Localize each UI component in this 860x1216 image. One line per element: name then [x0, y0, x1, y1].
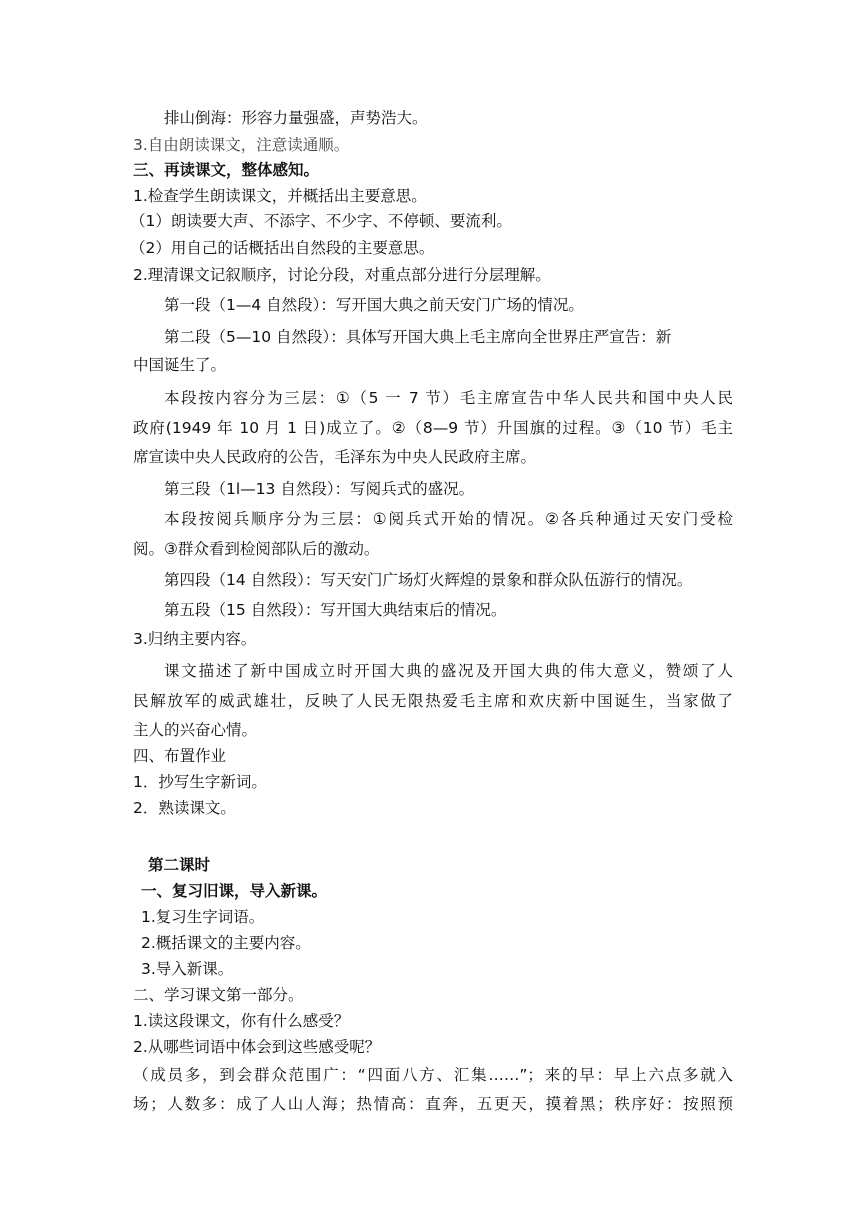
text-line: 2.从哪些词语中体会到这些感受呢？	[133, 1038, 381, 1056]
text-line: 第一段（1—4 自然段）：写开国大典之前天安门广场的情况。	[164, 296, 584, 314]
text-line: （成员多，到会群众范围广：“四面八方、汇集……”；来的早：早上六点多就入	[133, 1066, 733, 1084]
text-line: 本段按阅兵顺序分为三层：①阅兵式开始的情况。②各兵种通过天安门受检	[164, 510, 733, 528]
text-line: 主人的兴奋心情。	[133, 721, 258, 739]
section-heading: 一、复习旧课，导入新课。	[141, 882, 328, 900]
text-line: （2）用自己的话概括出自然段的主要意思。	[130, 239, 435, 257]
section-heading: 四、布置作业	[133, 747, 227, 765]
text-line: 3.导入新课。	[141, 960, 234, 978]
text-line: 1.读这段课文，你有什么感受？	[133, 1012, 350, 1030]
text-line: 场；人数多：成了人山人海；热情高：直奔，五更天，摸着黑；秩序好：按照预	[133, 1095, 733, 1113]
text-line: 第二段（5—10 自然段）：具体写开国大典上毛主席向全世界庄严宣告：新	[164, 328, 672, 346]
text-line: 1.复习生字词语。	[141, 908, 265, 926]
text-line: 民解放军的威武雄壮，反映了人民无限热爱毛主席和欢庆新中国诞生，当家做了	[133, 692, 733, 710]
text-line: 1.检查学生朗读课文，并概括出主要意思。	[133, 187, 427, 205]
text-line: 第四段（14 自然段）：写天安门广场灯火辉煌的景象和群众队伍游行的情况。	[164, 571, 693, 589]
text-line: 课文描述了新中国成立时开国大典的盛况及开国大典的伟大意义，赞颂了人	[164, 662, 733, 680]
text-line: 2.理清课文记叙顺序，讨论分段，对重点部分进行分层理解。	[133, 266, 551, 284]
text-line: 阅。③群众看到检阅部队后的激动。	[133, 540, 380, 558]
text-line: 2．熟读课文。	[133, 799, 236, 817]
lesson-heading: 第二课时	[148, 856, 211, 874]
section-heading: 三、再读课文，整体感知。	[133, 161, 320, 179]
text-line: 第三段（1l—13 自然段）：写阅兵式的盛况。	[164, 480, 475, 498]
text-line: 1．抄写生字新词。	[133, 773, 267, 791]
text-line: 席宣读中央人民政府的公告，毛泽东为中央人民政府主席。	[133, 448, 537, 466]
text-line: 排山倒海：形容力量强盛，声势浩大。	[164, 109, 428, 127]
text-line: 本段按内容分为三层：①（5 一 7 节）毛主席宣告中华人民共和国中央人民	[164, 389, 733, 407]
text-line: （1）朗读要大声、不添字、不少字、不停顿、要流利。	[130, 212, 512, 230]
text-line: 第五段（15 自然段）：写开国大典结束后的情况。	[164, 601, 507, 619]
text-line: 3.自由朗读课文，注意读通顺。	[133, 136, 350, 154]
text-line: 政府(1949 年 10 月 1 日)成立了。②（8—9 节）升国旗的过程。③（10 节）毛主	[133, 419, 733, 437]
text-line: 2.概括课文的主要内容。	[141, 934, 311, 952]
section-heading: 二、学习课文第一部分。	[133, 986, 304, 1004]
text-line: 中国诞生了。	[133, 356, 227, 374]
text-line: 3.归纳主要内容。	[133, 630, 257, 648]
